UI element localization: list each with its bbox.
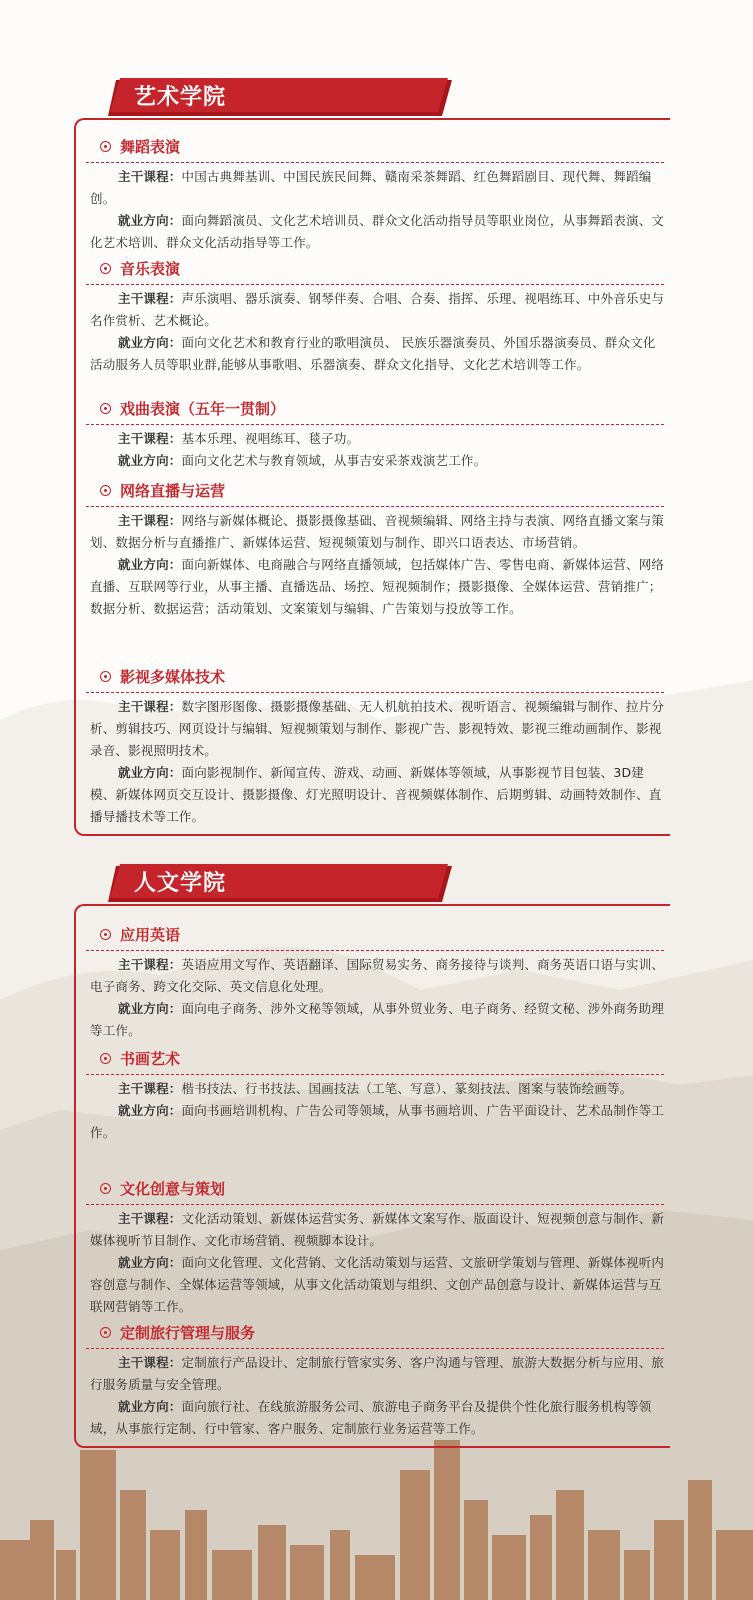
course-paragraph: 主干课程：楷书技法、行书技法、国画技法（工笔、写意）、篆刻技法、图案与装饰绘画等。 bbox=[118, 1081, 633, 1096]
dash-divider bbox=[86, 424, 664, 425]
course-paragraph: 主干课程：声乐演唱、器乐演奏、钢琴伴奏、合唱、合奏、指挥、乐理、视唱练耳、中外音乐史与名作赏析、艺术概论。 bbox=[90, 291, 665, 328]
course-paragraph: 主干课程：英语应用文写作、英语翻译、国际贸易实务、商务接待与谈判、商务英语口语与实训、电子商务、跨文化交际、英文信息化处理。 bbox=[90, 957, 665, 994]
career-paragraph: 就业方向：面向旅行社、在线旅游服务公司、旅游电子商务平台及提供个性化旅行服务机构等领域，从事旅行定制、行中管家、客户服务、定制旅行业务运营等工作。 bbox=[90, 1399, 652, 1436]
career-paragraph: 就业方向：面向文化艺术与教育领域，从事吉安采茶戏演艺工作。 bbox=[118, 453, 487, 468]
major-live-streaming bbox=[76, 478, 670, 620]
city-skyline bbox=[0, 1430, 753, 1600]
dash-divider bbox=[86, 950, 664, 951]
major-title: 影视多媒体技术 bbox=[120, 668, 226, 686]
major-applied-english bbox=[76, 922, 670, 1042]
major-title: 定制旅行管理与服务 bbox=[120, 1324, 256, 1342]
dash-divider bbox=[86, 284, 664, 285]
course-paragraph: 主干课程：中国古典舞基训、中国民族民间舞、赣南采茶舞蹈、红色舞蹈剧目、现代舞、舞蹈编创。 bbox=[90, 169, 652, 206]
course-paragraph: 主干课程：数字图形图像、摄影摄像基础、无人机航拍技术、视听语言、视频编辑与制作、拉片分析、剪辑技巧、网页设计与编辑、短视频策划与制作、影视广告、影视特效、影视三维动画制作、影视录音、影视照明技术。 bbox=[90, 699, 665, 758]
dash-divider bbox=[86, 1204, 664, 1205]
major-music bbox=[76, 256, 670, 376]
major-title: 书画艺术 bbox=[120, 1050, 181, 1068]
bullet-icon bbox=[100, 1053, 111, 1064]
bullet-icon bbox=[100, 1183, 111, 1194]
section-banner bbox=[108, 78, 452, 118]
career-paragraph: 就业方向：面向文化艺术和教育行业的歌唱演员、 民族乐器演奏员、外国乐器演奏员、群众文化活动服务人员等职业群,能够从事歌唱、乐器演奏、群众文化指导、文化艺术培训等工作。 bbox=[90, 335, 656, 372]
bullet-icon bbox=[100, 1327, 111, 1338]
bullet-icon bbox=[100, 929, 111, 940]
dash-divider bbox=[86, 162, 664, 163]
major-title: 网络直播与运营 bbox=[120, 482, 226, 500]
bullet-icon bbox=[100, 403, 111, 414]
career-paragraph: 就业方向：面向书画培训机构、广告公司等领域，从事书画培训、广告平面设计、艺术品制作等工作。 bbox=[90, 1103, 665, 1140]
major-title: 舞蹈表演 bbox=[120, 138, 181, 156]
bullet-icon bbox=[100, 671, 111, 682]
dash-divider bbox=[86, 1348, 664, 1349]
major-calligraphy-painting bbox=[76, 1046, 670, 1144]
major-dance bbox=[76, 134, 670, 254]
career-paragraph: 就业方向：面向舞蹈演员、文化艺术培训员、群众文化活动指导员等职业岗位，从事舞蹈表演、文化艺术培训、群众文化活动指导等工作。 bbox=[90, 213, 665, 250]
major-title: 音乐表演 bbox=[120, 260, 181, 278]
section-frame bbox=[74, 904, 670, 1448]
dash-divider bbox=[86, 506, 664, 507]
course-paragraph: 主干课程：定制旅行产品设计、定制旅行管家实务、客户沟通与管理、旅游大数据分析与应用、旅行服务质量与安全管理。 bbox=[90, 1355, 665, 1392]
major-cultural-creative bbox=[76, 1176, 670, 1318]
bullet-icon bbox=[100, 141, 111, 152]
dash-divider bbox=[86, 692, 664, 693]
course-paragraph: 主干课程：网络与新媒体概论、摄影摄像基础、音视频编辑、网络主持与表演、网络直播文案与策划、数据分析与直播推广、新媒体运营、短视频策划与制作、即兴口语表达、市场营销。 bbox=[90, 513, 665, 550]
major-custom-travel bbox=[76, 1320, 670, 1440]
section-title: 艺术学院 bbox=[134, 85, 227, 110]
career-paragraph: 就业方向：面向文化管理、文化营销、文化活动策划与运营、文旅研学策划与管理、新媒体视听内容创意与制作、全媒体运营等领域，从事文化活动策划与组织、文创产品创意与设计、新媒体运营与互联网营销等工作。 bbox=[90, 1255, 665, 1314]
dash-divider bbox=[86, 1074, 664, 1075]
major-opera bbox=[76, 396, 670, 472]
major-title: 戏曲表演（五年一贯制） bbox=[120, 400, 286, 418]
course-paragraph: 主干课程：基本乐理、视唱练耳、毯子功。 bbox=[118, 431, 360, 446]
career-paragraph: 就业方向：面向新媒体、电商融合与网络直播领域，包括媒体广告、零售电商、新媒体运营、网络直播、互联网等行业，从事主播、直播选品、场控、短视频制作；摄影摄像、全媒体运营、营销推广；数据分析、数据运营；活动策划、文案策划与编辑、广告策划与投放等工作。 bbox=[90, 557, 665, 616]
section-title: 人文学院 bbox=[134, 871, 227, 896]
major-film-multimedia bbox=[76, 664, 670, 828]
section-frame bbox=[74, 118, 670, 836]
major-title: 文化创意与策划 bbox=[120, 1180, 226, 1198]
bullet-icon bbox=[100, 485, 111, 496]
section-banner bbox=[108, 864, 452, 904]
major-title: 应用英语 bbox=[120, 926, 181, 944]
career-paragraph: 就业方向：面向影视制作、新闻宣传、游戏、动画、新媒体等领域，从事影视节目包装、3D建模、新媒体网页交互设计、摄影摄像、灯光照明设计、音视频媒体制作、后期剪辑、动画特效制作、直播导播技术等工作。 bbox=[90, 765, 662, 824]
course-paragraph: 主干课程：文化活动策划、新媒体运营实务、新媒体文案写作、版面设计、短视频创意与制作、新媒体视听节目制作、文化市场营销、视频脚本设计。 bbox=[90, 1211, 665, 1248]
career-paragraph: 就业方向：面向电子商务、涉外文秘等领域，从事外贸业务、电子商务、经贸文秘、涉外商务助理等工作。 bbox=[90, 1001, 665, 1038]
bullet-icon bbox=[100, 263, 111, 274]
